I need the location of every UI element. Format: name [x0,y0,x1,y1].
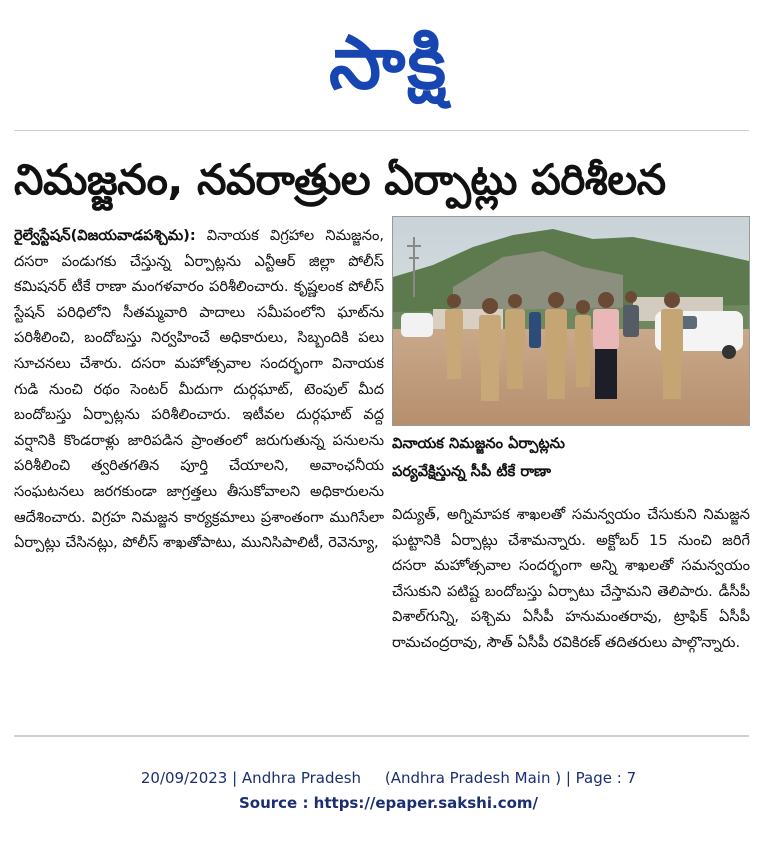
footer-edition-info: 20/09/2023 | Andhra Pradesh (Andhra Pradesh Main ) | Page : 7 [140,769,637,787]
article-headline: నిమజ్జనం, నవరాత్రుల ఏర్పాట్లు పరిశీలన [14,155,666,204]
photo-illustration [393,217,749,425]
page-footer [0,766,777,826]
photo-caption [392,430,750,492]
article-body-left-text: వినాయక విగ్రహాల నిమజ్జనం, దసరా పండుగకు చేస్తున్న ఏర్పాట్లను ఎన్టీఆర్‌ జిల్లా పోలీస్‌ కమిషనర్‌ టీకే రాణా మంగళవారం పరిశీలించారు. కృష్ణలంక పోలీస్‌ స్టేషన్‌ పరిధిలోని సీతమ్మవారి పాదాలు సమీపంలోని ఘాట్‌ను పరిశీలించి, బందోబస్తు నిర్వహించే అధికారులు, సిబ్బందికి పలు సూచనలు చేశారు. దసరా మహోత్సవాల సందర్భంగా వినాయక గుడి నుంచి రథం సెంటర్‌ మీదుగా దుర్గఘాట్‌, టెంపుల్‌ మీద బందోబస్తు ఏర్పాట్లను పరిశీలించారు. ఇటీవల దుర్గఘాట్‌ వద్ద వర్షానికి కొండరాళ్లు జారిపడిన ప్రాంతంలో జరుగుతున్న పనులను పరిశీలించి త్వరితగతిన పూర్తి చేయాలని, అవాంఛనీయ సంఘటనలు జరగకుండా జాగ్రత్తలు తీసుకోవాలని అధికారులను ఆదేశించారు. విగ్రహ నిమజ్జన కార్యక్రమాలు ప్రశాంతంగా ముగిసేలా ఏర్పాట్లు చేసినట్లు, పోలీస్‌ శాఖతోపాటు, మునిసిపాలిటీ, రెవెన్యూ, [14,227,384,552]
article-body-right: విద్యుత్‌, అగ్నిమాపక శాఖలతో సమన్వయం చేసుకుని నిమజ్జన ఘట్టానికి ఏర్పాట్లు చేశామన్నారు. అక్టోబర్‌ 15 నుంచి జరిగే దసరా మహోత్సవాల సందర్భంగా అన్ని శాఖలతో సమన్వయం చేసుకుని పటిష్ట బందోబస్తు ఏర్పాటు చేస్తామని తెలిపారు. డీసీపీ విశాల్‌గున్ని, పశ్చిమ ఏసీపీ హనుమంతరావు, ట్రాఫిక్‌ ఏసీపీ రామచంద్రరావు, సౌత్‌ ఏసీపీ రవికిరణ్‌ తదితరులు పాల్గొన్నారు. [392,506,750,651]
footer-source: Source : https://epaper.sakshi.com/ [238,794,538,812]
masthead-logo [0,8,777,118]
article-body-left [14,223,384,721]
article-dateline: రైల్వేస్టేషన్‌(విజయవాడపశ్చిమ): [14,227,196,244]
bottom-divider [14,735,749,737]
top-divider [14,130,749,131]
article-photo [392,216,750,426]
caption-line-2: పర్యవేక్షిస్తున్న సీపీ టీకే రాణా [392,463,552,480]
caption-line-1: వినాయక నిమజ్జనం ఏర్పాట్లను [392,435,565,452]
brand-name: సాక్షి [329,20,448,106]
